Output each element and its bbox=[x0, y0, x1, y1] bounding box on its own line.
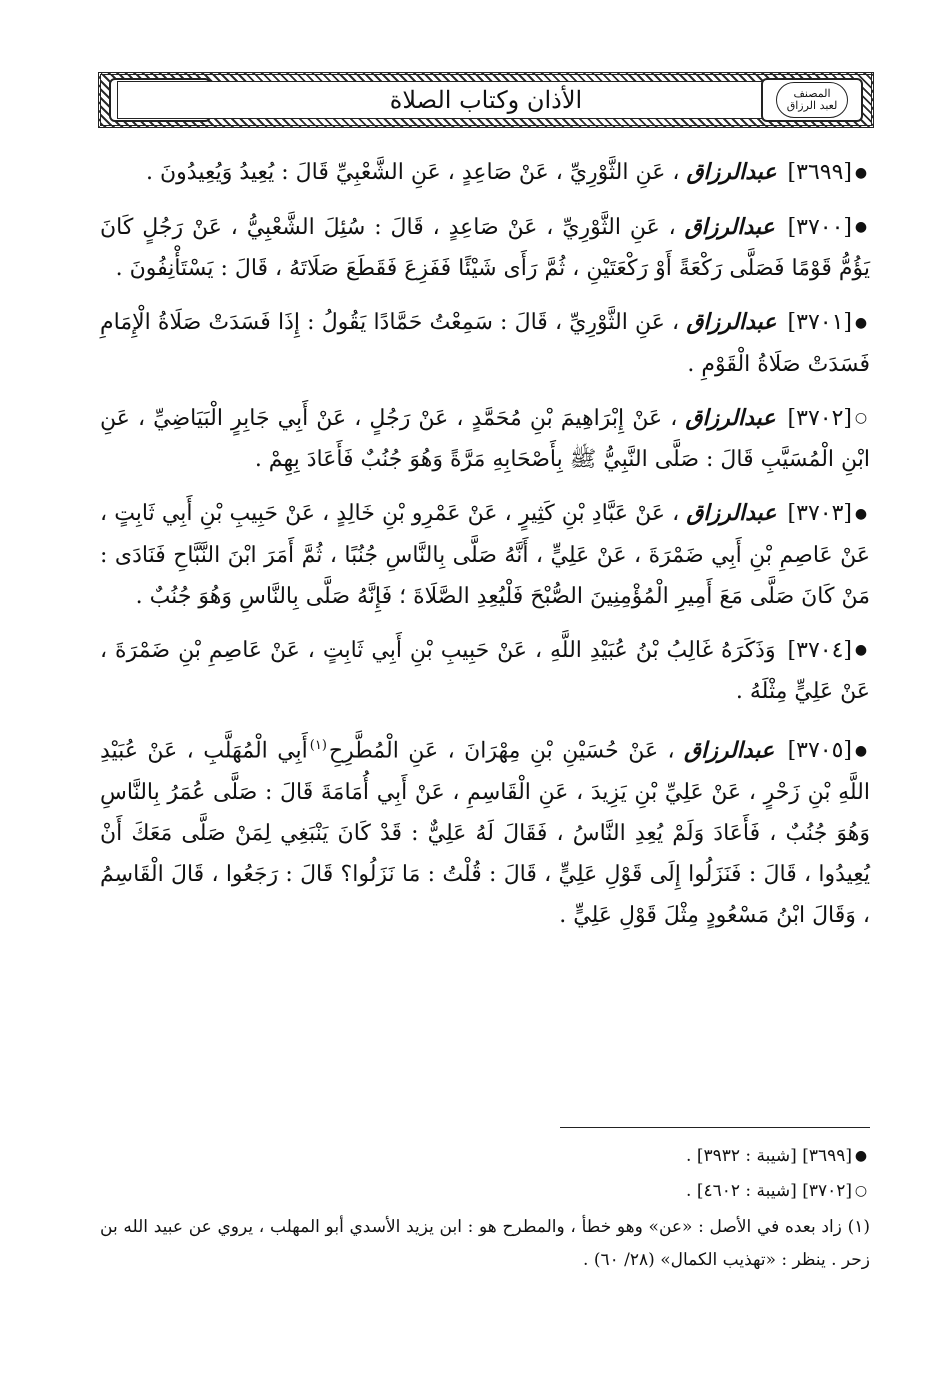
book-logo bbox=[776, 82, 848, 118]
entry-author: عبدالرزاق bbox=[686, 309, 777, 335]
entry-text-continued: أَبِي الْمُهَلَّبِ ، عَنْ عُبَيْدِ اللَّهِ بْنِ زَحْرٍ ، عَنْ عَلِيِّ بْنِ يَزِيدَ ، عَنِ الْقَاسِمِ ، عَنْ أَبِي أُمَامَةَ قَالَ : صَلَّى عُمَرُ بِالنَّاسِ وَهُوَ جُنُبٌ ، فَأَعَادَ وَلَمْ يُعِدِ النَّاسُ ، فَقَالَ لَهُ عَلِيٌّ : قَدْ كَانَ يَنْبَغِي لِمَنْ صَلَّى مَعَكَ أَنْ يُعِيدُوا ، قَالَ : فَنَزَلُوا إِلَى قَوْلِ عَلِيٍّ ، قَالَ : قُلْتُ : مَا نَزَلُوا؟ قَالَ : رَجَعُوا ، قَالَ الْقَاسِمُ ، وَقَالَ ابْنُ مَسْعُودٍ مِثْلَ قَوْلِ عَلِيٍّ . bbox=[100, 738, 870, 928]
entry-number: [٣٧٠١] bbox=[787, 310, 852, 335]
footnote-divider bbox=[560, 1127, 870, 1128]
entry-text: ، عَنْ إِبْرَاهِيمَ بْنِ مُحَمَّدٍ ، عَنْ رَجُلٍ ، عَنْ أَبِي جَابِرٍ الْبَيَاضِيِّ ، عَنِ ابْنِ الْمُسَيَّبِ قَالَ : صَلَّى النَّبِيُّ ﷺ بِأَصْحَابِهِ مَرَّةً وَهُوَ جُنُبٌ فَأَعَادَ بِهِمْ . bbox=[100, 405, 870, 472]
entry-number: [٣٧٠٥] bbox=[787, 738, 853, 764]
footnote-marker: ● bbox=[854, 1148, 868, 1164]
entry-text: ، عَنِ الثَّوْرِيِّ ، عَنْ صَاعِدٍ ، عَنِ الشَّعْبِيِّ قَالَ : يُعِيدُ وَيُعِيدُونَ . bbox=[146, 160, 680, 185]
entry-marker: ○ bbox=[854, 410, 868, 426]
footnote-note: (١) زاد بعده في الأصل : «عن» وهو خطأ ، والمطرح هو : ابن يزيد الأسدي أبو المهلب ، يروي عن عبيد الله بن زحر . ينظر : «تهذيب الكمال» (٢٨/ ٦٠) . bbox=[100, 1217, 870, 1270]
entry-number: [٣٧٠٠] bbox=[787, 214, 853, 240]
entry-author: عبدالرزاق bbox=[685, 404, 776, 431]
hadith-entry-3702 bbox=[100, 398, 870, 481]
hadith-entry-3705 bbox=[100, 725, 870, 936]
entry-marker: ● bbox=[854, 505, 868, 522]
entry-number: [٣٧٠٤] bbox=[787, 637, 852, 663]
footnote-reference[interactable]: (١) bbox=[309, 738, 327, 753]
footnotes bbox=[100, 1139, 870, 1277]
entry-marker: ● bbox=[854, 219, 868, 235]
hadith-entry-3700 bbox=[100, 207, 870, 290]
running-title: الأذان وكتاب الصلاة bbox=[389, 86, 583, 114]
entry-marker: ● bbox=[854, 314, 868, 331]
footnote-source-ref bbox=[100, 1174, 870, 1209]
logo-line-2: لعبد الرزاق bbox=[786, 99, 838, 112]
entry-marker: ● bbox=[854, 642, 868, 658]
entry-text: وَذَكَرَهُ غَالِبُ بْنُ عُبَيْدِ اللَّهِ ، عَنْ حَبِيبِ بْنِ أَبِي ثَابِتٍ ، عَنْ عَاصِمِ بْنِ ضَمْرَةَ ، عَنْ عَلِيٍّ مِثْلَهُ . bbox=[100, 637, 870, 704]
entry-text: ، عَنْ حُسَيْنِ بْنِ مِهْرَانَ ، عَنِ الْمُطَّرِحِ bbox=[328, 738, 675, 764]
footnote-source-ref bbox=[100, 1139, 870, 1174]
footnote-ref-text: [٣٧٠٢] [شيبة : ٤٦٠٢] . bbox=[686, 1181, 852, 1201]
hadith-entry-3699 bbox=[100, 152, 870, 194]
entry-author: عبدالرزاق bbox=[686, 159, 777, 185]
entry-number: [٣٧٠٣] bbox=[787, 501, 852, 526]
entry-text: ، عَنْ عَبَّادِ بْنِ كَثِيرٍ ، عَنْ عَمْرِو بْنِ خَالِدٍ ، عَنْ حَبِيبِ بْنِ أَبِي ثَابِتٍ ، عَنْ عَاصِمِ بْنِ أَبِي ضَمْرَةَ ، عَنْ عَلِيٍّ ، أَنَّهُ صَلَّى بِالنَّاسِ جُنُبًا ، ثُمَّ أَمَرَ ابْنَ النَّبَّاحِ فَنَادَى : مَنْ كَانَ صَلَّى مَعَ أَمِيرِ الْمُؤْمِنِينَ الصُّبْحَ فَلْيُعِدِ الصَّلَاةَ ؛ فَإِنَّهُ صَلَّى بِالنَّاسِ وَهُوَ جُنُبٌ . bbox=[100, 501, 870, 609]
hadith-entry-3704 bbox=[100, 630, 870, 713]
page-header bbox=[98, 72, 874, 128]
entry-author: عبدالرزاق bbox=[684, 737, 775, 764]
entry-text: ، عَنِ الثَّوْرِيِّ ، قَالَ : سَمِعْتُ حَمَّادًا يَقُولُ : إِذَا فَسَدَتْ صَلَاةُ الْإِمَامِ فَسَدَتْ صَلَاةُ الْقَوْمِ . bbox=[100, 310, 870, 377]
hadith-entry-3703 bbox=[100, 493, 870, 617]
entry-marker: ● bbox=[854, 164, 868, 181]
running-title-box bbox=[117, 81, 855, 119]
entry-author: عبدالرزاق bbox=[684, 213, 775, 240]
main-text bbox=[100, 152, 870, 949]
logo-line-1: المصنف bbox=[793, 87, 831, 100]
book-logo-box bbox=[761, 78, 863, 122]
footnote-ref-text: [٣٦٩٩] [شيبة : ٣٩٣٢] . bbox=[686, 1146, 852, 1166]
entry-author: عبدالرزاق bbox=[686, 500, 777, 526]
footnote-marker: ○ bbox=[854, 1183, 868, 1199]
entry-marker: ● bbox=[854, 742, 868, 759]
entry-number: [٣٦٩٩] bbox=[787, 160, 852, 185]
hadith-entry-3701 bbox=[100, 302, 870, 385]
entry-text: ، عَنِ الثَّوْرِيِّ ، عَنْ صَاعِدٍ ، قَالَ : سُئِلَ الشَّعْبِيُّ ، عَنْ رَجُلٍ كَانَ يَؤُمُّ قَوْمًا فَصَلَّى رَكْعَةً أَوْ رَكْعَتَيْنِ ، ثُمَّ رَأَى شَيْئًا فَفَزِعَ فَقَطَعَ صَلَاتَهُ ، قَالَ : يَسْتَأْنِفُونَ . bbox=[100, 214, 870, 281]
entry-number: [٣٧٠٢] bbox=[787, 405, 852, 431]
